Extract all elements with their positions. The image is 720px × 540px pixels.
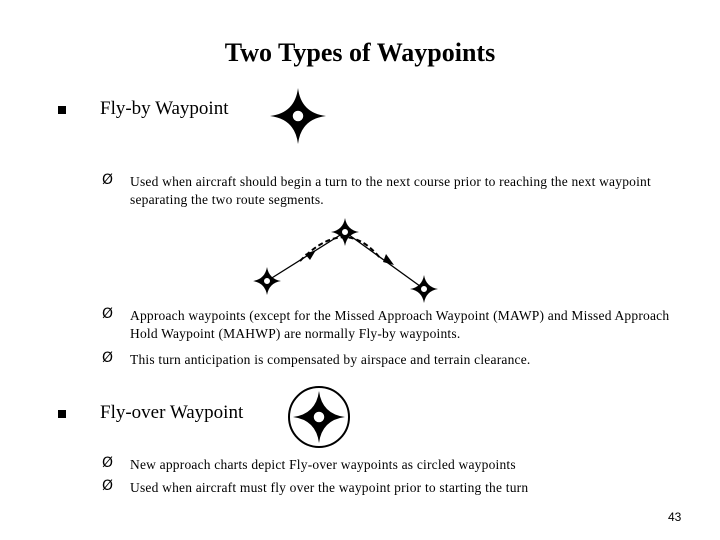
sub-bullet-marker: Ø xyxy=(102,478,114,494)
slide-title: Two Types of Waypoints xyxy=(224,38,496,67)
section-heading-fly-by: Fly-by Waypoint xyxy=(100,98,229,119)
fly-over-bullet-2: Used when aircraft must fly over the waypoint prior to starting the turn xyxy=(130,480,529,495)
fly-over-bullet-1: New approach charts depict Fly-over waypoints as circled waypoints xyxy=(130,457,516,472)
page-number: 43 xyxy=(668,510,682,524)
sub-bullet-marker: Ø xyxy=(102,455,114,471)
section-heading-fly-over: Fly-over Waypoint xyxy=(100,402,244,423)
fly-by-bullet-3: This turn anticipation is compensated by airspace and terrain clearance. xyxy=(130,352,531,367)
sub-bullet-marker: Ø xyxy=(102,350,114,366)
sub-bullet-marker: Ø xyxy=(102,172,114,188)
sub-bullet-marker: Ø xyxy=(102,306,114,322)
fly-by-bullet-2: Approach waypoints (except for the Missed Approach Waypoint (MAWP) and Missed Approach Hold Waypoint (MAHWP) are normally Fly-by waypoints. xyxy=(130,308,670,341)
fly-by-bullet-1: Used when aircraft should begin a turn to the next course prior to reaching the next waypoint separating the two route segments. xyxy=(130,174,651,207)
